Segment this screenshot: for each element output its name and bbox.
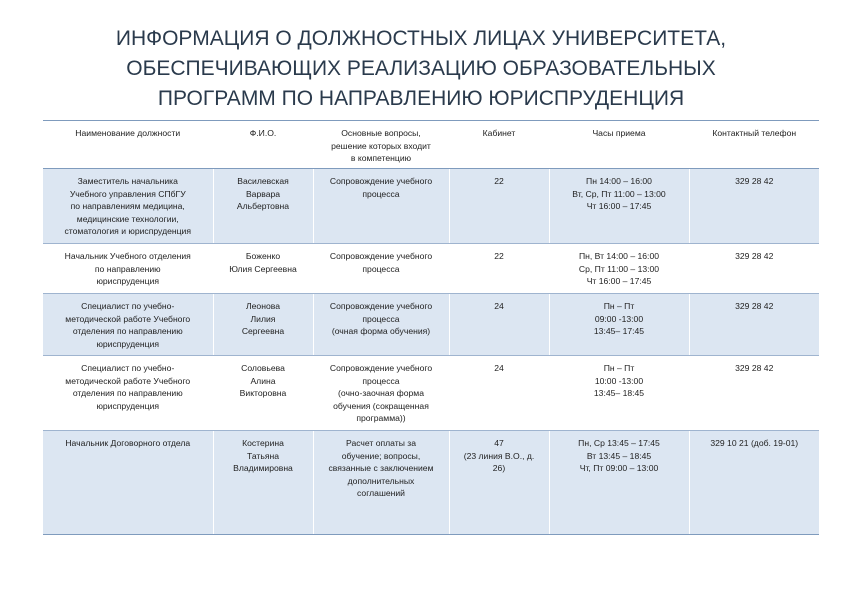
- header-room: Кабинет: [449, 121, 549, 169]
- cell-hours: [549, 244, 689, 294]
- cell-position: [43, 169, 213, 244]
- cell-fio: [213, 244, 313, 294]
- header-issues: [313, 121, 449, 169]
- cell-fio: [213, 356, 313, 431]
- cell-line: дополнительных: [347, 475, 415, 486]
- cell-phone: [689, 431, 819, 535]
- cell-line: Леонова: [246, 301, 280, 311]
- title-line: ИНФОРМАЦИЯ О ДОЛЖНОСТНЫХ ЛИЦАХ УНИВЕРСИТЕТА,: [115, 27, 727, 50]
- cell-position: [43, 431, 213, 535]
- cell-line: Специалист по учебно-: [81, 363, 175, 373]
- cell-room: [449, 356, 549, 431]
- cell-line: Владимировна: [233, 463, 293, 474]
- cell-line: связанные с заключением: [328, 463, 434, 474]
- cell-line: Специалист по учебно-: [81, 301, 175, 311]
- header-issues-line: в компетенцию: [350, 153, 412, 164]
- cell-hours: [549, 431, 689, 535]
- cell-line: процесса: [362, 313, 400, 324]
- cell-line: Сопровождение учебного: [329, 251, 433, 261]
- cell-line: Соловьева: [241, 363, 285, 373]
- cell-line: Викторовна: [239, 388, 287, 399]
- cell-line: Пн – Пт: [603, 301, 635, 311]
- cell-line: (очно-заочная форма: [338, 388, 424, 399]
- cell-line: Начальник Договорного отдела: [65, 438, 191, 448]
- cell-phone: [689, 244, 819, 294]
- cell-line: Сопровождение учебного: [329, 176, 433, 186]
- cell-line: Альбертовна: [236, 201, 290, 212]
- cell-hours: [549, 169, 689, 244]
- cell-hours: [549, 356, 689, 431]
- table-row: [43, 294, 819, 356]
- cell-line: Ср, Пт 11:00 – 13:00: [578, 263, 660, 274]
- cell-line: по направлению: [94, 263, 161, 274]
- cell-line: Начальник Учебного отделения: [64, 251, 191, 261]
- cell-fio: [213, 294, 313, 356]
- cell-line: Боженко: [245, 251, 281, 261]
- title-line: ОБЕСПЕЧИВАЮЩИХ РЕАЛИЗАЦИЮ ОБРАЗОВАТЕЛЬНЫХ: [126, 57, 716, 80]
- cell-line: Пн – Пт: [603, 363, 635, 373]
- cell-line: соглашений: [357, 488, 405, 499]
- header-issues-line: Основные вопросы,: [341, 128, 421, 138]
- cell-line: Татьяна: [246, 450, 280, 461]
- cell-line: Сергеевна: [241, 326, 285, 337]
- cell-room: [449, 169, 549, 244]
- cell-line: отделения по направлению: [72, 326, 183, 337]
- cell-line: Заместитель начальника: [77, 176, 178, 186]
- header-hours: Часы приема: [549, 121, 689, 169]
- cell-line: 24: [494, 363, 504, 373]
- cell-issues: [313, 431, 449, 535]
- cell-line: процесса: [362, 375, 400, 386]
- table-body: [43, 169, 819, 535]
- table-row: [43, 244, 819, 294]
- cell-line: обучение; вопросы,: [341, 450, 421, 461]
- cell-line: (23 линия В.О., д.: [463, 450, 535, 461]
- cell-line: Пн 14:00 – 16:00: [586, 176, 652, 186]
- cell-line: стоматология и юриспруденция: [64, 226, 191, 237]
- cell-line: 329 28 42: [735, 251, 774, 261]
- cell-fio: [213, 169, 313, 244]
- header-issues-line: решение которых входит: [331, 140, 431, 151]
- cell-line: медицинские технологии,: [76, 213, 179, 224]
- cell-line: Костерина: [242, 438, 284, 448]
- cell-issues: [313, 294, 449, 356]
- header-fio: Ф.И.О.: [213, 121, 313, 169]
- header-phone: Контактный телефон: [689, 121, 819, 169]
- cell-line: Чт 16:00 – 17:45: [586, 276, 652, 287]
- cell-position: [43, 294, 213, 356]
- cell-line: (очная форма обучения): [331, 326, 431, 337]
- cell-phone: [689, 356, 819, 431]
- table-header-row: [43, 121, 819, 169]
- cell-line: программа)): [356, 413, 406, 424]
- cell-line: 47: [494, 438, 504, 448]
- cell-line: 13:45– 17:45: [593, 326, 645, 337]
- cell-line: 22: [494, 251, 504, 261]
- cell-line: 26): [492, 463, 506, 474]
- cell-line: 13:45– 18:45: [593, 388, 645, 399]
- cell-line: Чт, Пт 09:00 – 13:00: [579, 463, 659, 474]
- table-row: [43, 169, 819, 244]
- cell-line: 10:00 -13:00: [594, 375, 644, 386]
- cell-phone: [689, 169, 819, 244]
- cell-line: Учебного управления СПбГУ: [69, 188, 186, 199]
- cell-line: Лилия: [250, 313, 276, 324]
- table-row: [43, 356, 819, 431]
- cell-line: методической работе Учебного: [65, 375, 191, 386]
- cell-fio: [213, 431, 313, 535]
- cell-line: 22: [494, 176, 504, 186]
- cell-line: Сопровождение учебного: [329, 301, 433, 311]
- cell-hours: [549, 294, 689, 356]
- cell-line: юриспруденция: [96, 400, 160, 411]
- cell-line: Расчет оплаты за: [346, 438, 416, 448]
- cell-line: 329 28 42: [735, 176, 774, 186]
- cell-issues: [313, 169, 449, 244]
- cell-line: методической работе Учебного: [65, 313, 191, 324]
- cell-issues: [313, 356, 449, 431]
- cell-line: 09:00 -13:00: [594, 313, 644, 324]
- cell-line: Чт 16:00 – 17:45: [586, 201, 652, 212]
- cell-line: процесса: [362, 263, 400, 274]
- cell-room: [449, 431, 549, 535]
- cell-line: Василевская: [237, 176, 289, 186]
- cell-line: Варвара: [245, 188, 281, 199]
- cell-line: процесса: [362, 188, 400, 199]
- cell-line: 329 28 42: [735, 301, 774, 311]
- header-position: Наименование должности: [43, 121, 213, 169]
- cell-line: 329 28 42: [735, 363, 774, 373]
- cell-line: Сопровождение учебного: [329, 363, 433, 373]
- cell-line: 24: [494, 301, 504, 311]
- table-row: [43, 431, 819, 535]
- cell-line: юриспруденция: [96, 276, 160, 287]
- cell-line: 329 10 21 (доб. 19-01): [710, 438, 799, 448]
- cell-line: по направлениям медицина,: [70, 201, 185, 212]
- page-title: [40, 24, 802, 114]
- cell-position: [43, 356, 213, 431]
- cell-position: [43, 244, 213, 294]
- cell-line: Пн, Ср 13:45 – 17:45: [578, 438, 660, 448]
- officials-table: [43, 120, 819, 535]
- cell-line: юриспруденция: [96, 338, 160, 349]
- cell-phone: [689, 294, 819, 356]
- cell-line: обучения (сокращенная: [333, 400, 429, 411]
- cell-line: отделения по направлению: [72, 388, 183, 399]
- cell-issues: [313, 244, 449, 294]
- cell-line: Вт, Ср, Пт 11:00 – 13:00: [572, 188, 666, 199]
- cell-line: Вт 13:45 – 18:45: [586, 450, 652, 461]
- cell-room: [449, 294, 549, 356]
- cell-line: Алина: [250, 375, 276, 386]
- cell-line: Юлия Сергеевна: [229, 263, 297, 274]
- cell-line: Пн, Вт 14:00 – 16:00: [578, 251, 660, 261]
- cell-room: [449, 244, 549, 294]
- title-line: ПРОГРАММ ПО НАПРАВЛЕНИЮ ЮРИСПРУДЕНЦИЯ: [157, 87, 685, 110]
